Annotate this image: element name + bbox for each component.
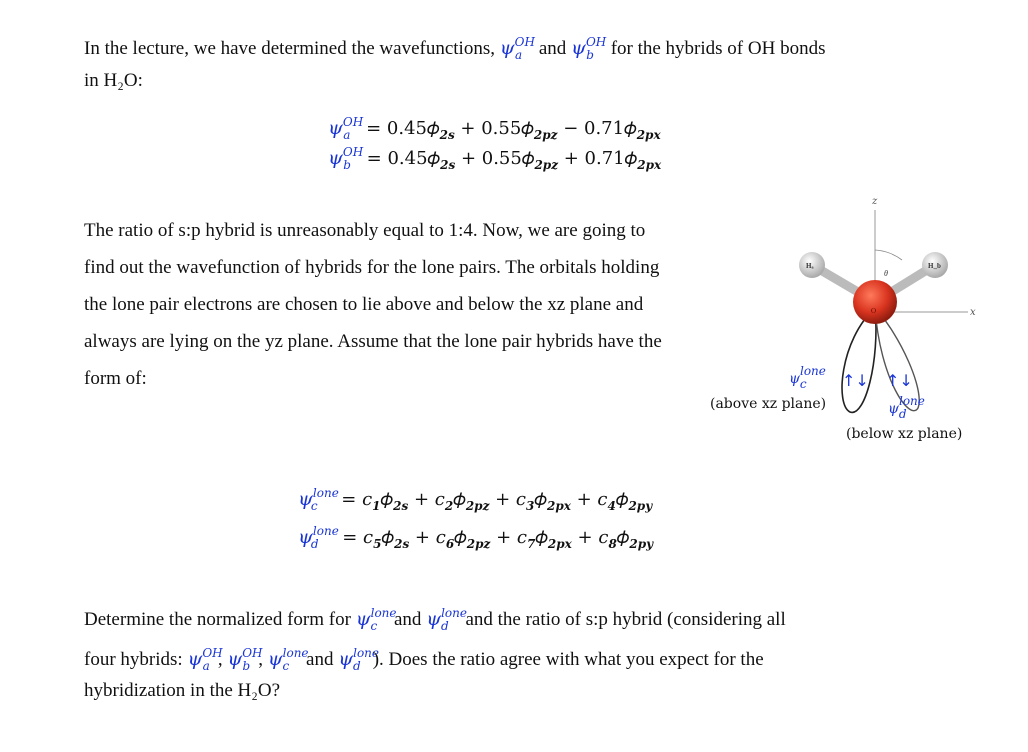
oxygen-atom	[853, 280, 897, 324]
equation-psi-b: $\psi^{OH}_b$ = 0.45𝜙$_{2s}$ + 0.55𝜙$_{2pz}$ + 0.71𝜙$_{2px}$	[328, 145, 662, 172]
hydrogen-a-label: Hₐ	[806, 262, 814, 270]
para2-line-2: find out the wavefunction of hybrids for the lone pairs. The orbitals holding	[84, 257, 660, 278]
para2-line-5: form of:	[84, 368, 147, 389]
intro-text-a: In the lecture, we have determined the wavefunctions,	[84, 38, 500, 59]
electron-pair-c: ↑↓	[842, 371, 869, 390]
lone-equations	[298, 474, 653, 550]
psi-c-lone-label: ψlonec	[789, 364, 826, 391]
lone-lobe-c	[842, 308, 876, 412]
question-line-3: hybridization in the H₂O?	[84, 680, 281, 701]
hydrogen-b-label: H_b	[928, 262, 941, 270]
electron-pair-d: ↑↓	[886, 371, 913, 390]
equation-psi-d: $\psi^{lone}_d$ = $c_5𝜙_{2s}$ + $c_6𝜙_{2pz}$ + $c_7𝜙_{2px}$ + $c_8𝜙_{2py}$	[298, 524, 654, 551]
z-axis-label: z	[872, 196, 878, 207]
para2-line-1: The ratio of s:p hybrid is unreasonably equal to 1:4. Now, we are going to	[84, 220, 646, 241]
question-line-2: four hybrids: $\psi^{OH}_a$ , $\psi^{OH}_b$ , $\psi^{lone}_c$ and $\psi^{lone}_d$ ). Does the ratio agree with what you expect for the	[84, 646, 764, 673]
question-line-1: Determine the normalized form for $\psi^{lone}_c$ and $\psi^{lone}_d$ and the ratio of s:p hybrid (considering all	[84, 606, 786, 633]
theta-label: θ	[884, 269, 888, 278]
psi-b-oh: $\psi^{OH}_b$	[571, 35, 607, 62]
para2-line-3: the lone pair electrons are chosen to lie above and below the xz plane and	[84, 294, 644, 315]
oh-equations	[328, 107, 662, 172]
intro-line-2: in H₂O:	[84, 70, 143, 91]
above-xz-label: (above xz plane)	[710, 396, 827, 412]
psi-d-lone-label: ψloned	[888, 394, 925, 421]
equation-psi-a: $\psi^{OH}_a$ = 0.45𝜙$_{2s}$ + 0.55𝜙$_{2pz}$ − 0.71𝜙$_{2px}$	[328, 115, 661, 142]
equation-psi-c: $\psi^{lone}_c$ = $c_1𝜙_{2s}$ + $c_2𝜙_{2pz}$ + $c_3𝜙_{2px}$ + $c_4𝜙_{2py}$	[298, 486, 653, 513]
psi-d-lone-inline: $\psi^{lone}_d$	[426, 606, 467, 633]
para2-line-4: always are lying on the yz plane. Assume that the lone pair hybrids have the	[84, 331, 662, 352]
below-xz-label: (below xz plane)	[846, 426, 963, 442]
x-axis-label: x	[970, 307, 976, 318]
intro-line-1: In the lecture, we have determined the wavefunctions, $\psi^{OH}_a$ and $\psi^{OH}_b$ for the hybrids of OH bonds	[84, 35, 826, 62]
oxygen-label: O	[871, 307, 877, 315]
psi-c-lone-inline: $\psi^{lone}_c$	[355, 606, 397, 633]
psi-a-oh: $\psi^{OH}_a$	[499, 35, 535, 62]
